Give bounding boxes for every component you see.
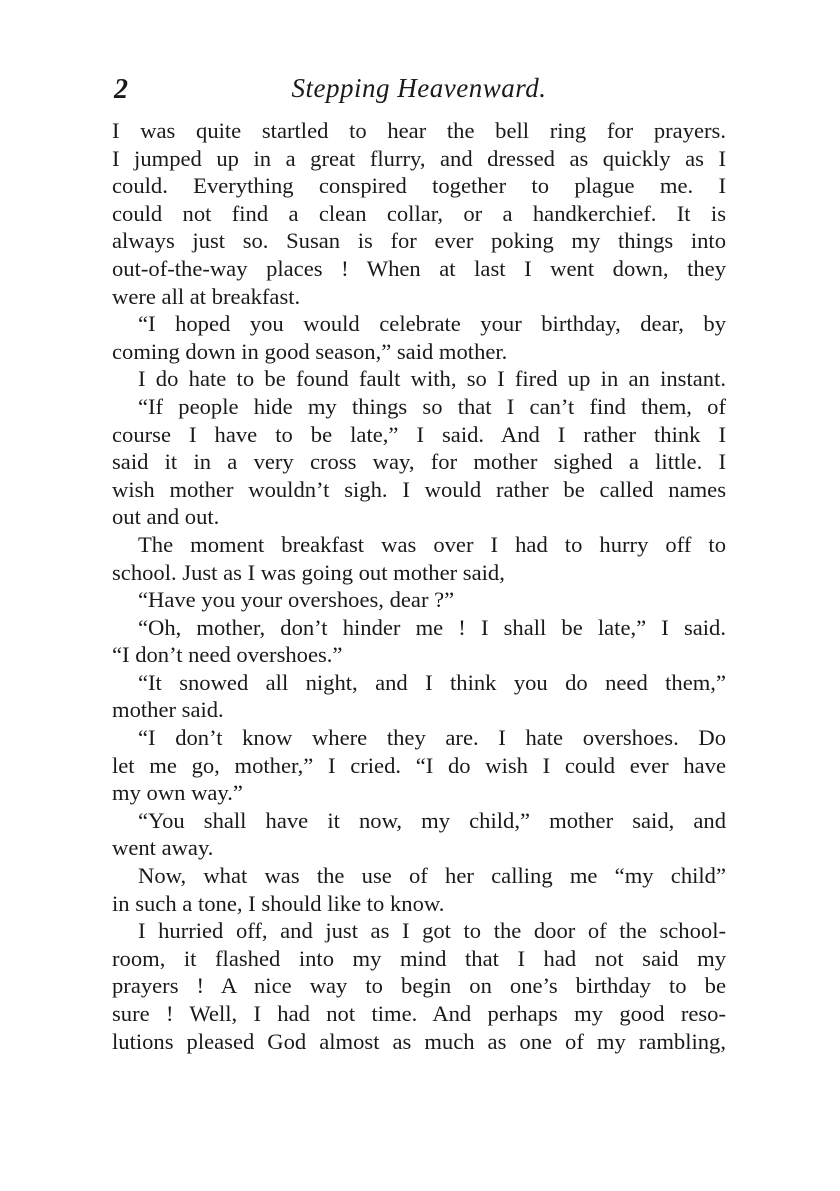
- text-line: “It snowed all night, and I think you do need them,”: [138, 669, 726, 695]
- text-line: were all at breakfast.: [112, 283, 301, 309]
- text-line: out and out.: [112, 504, 220, 530]
- text-line: prayers ! A nice way to begin on one’s birthday to be: [112, 973, 726, 999]
- text-line: I was quite startled to hear the bell ring for prayers.: [112, 118, 726, 143]
- text-line: I do hate to be found fault with, so I fired up in an instant.: [138, 366, 726, 392]
- text-line: “I don’t know where they are. I hate overshoes. Do: [138, 725, 726, 751]
- text-line: wish mother wouldn’t sigh. I would rather be called names: [112, 476, 726, 502]
- text-line: mother said.: [112, 697, 224, 723]
- text-line: course I have to be late,” I said. And I rather think I: [112, 421, 726, 447]
- text-line: “I hoped you would celebrate your birthday, dear, by: [138, 311, 726, 337]
- text-line: my own way.”: [112, 780, 243, 806]
- text-line: I jumped up in a great flurry, and dressed as quickly as I: [112, 145, 726, 171]
- text-line: room, it flashed into my mind that I had not said my: [112, 945, 726, 971]
- text-line: “Oh, mother, don’t hinder me ! I shall be late,” I said.: [138, 614, 726, 640]
- text-line: went away.: [112, 835, 214, 861]
- text-line: “You shall have it now, my child,” mother said, and: [138, 807, 726, 833]
- text-line: in such a tone, I should like to know.: [112, 890, 445, 916]
- text-line: let me go, mother,” I cried. “I do wish I could ever have: [112, 752, 726, 778]
- text-line: I hurried off, and just as I got to the door of the school-: [138, 918, 726, 944]
- text-line: “If people hide my things so that I can’t find them, of: [138, 393, 726, 419]
- text-line: sure ! Well, I had not time. And perhaps my good reso-: [112, 1001, 726, 1026]
- page-number: 2: [114, 74, 128, 105]
- text-line: said it in a very cross way, for mother sighed a little. I: [112, 449, 726, 475]
- text-line: school. Just as I was going out mother said,: [112, 559, 505, 585]
- text-line: Now, what was the use of her calling me “my child”: [138, 863, 726, 889]
- text-line: could. Everything conspired together to plague me. I: [112, 173, 726, 199]
- running-title: Stepping Heavenward.: [291, 73, 547, 103]
- text-line: coming down in good season,” said mother.: [112, 338, 508, 364]
- text-line: could not find a clean collar, or a handkerchief. It is: [112, 200, 726, 226]
- text-line: The moment breakfast was over I had to hurry off to: [138, 531, 726, 557]
- text-line: “I don’t need overshoes.”: [112, 642, 343, 668]
- text-line: “Have you your overshoes, dear ?”: [138, 587, 455, 613]
- text-line: out-of-the-way places ! When at last I went down, they: [112, 255, 726, 281]
- body-text: [112, 117, 726, 1055]
- text-line: lutions pleased God almost as much as one of my rambling,: [112, 1028, 726, 1054]
- running-head: [112, 70, 726, 110]
- text-line: always just so. Susan is for ever poking my things into: [112, 228, 726, 254]
